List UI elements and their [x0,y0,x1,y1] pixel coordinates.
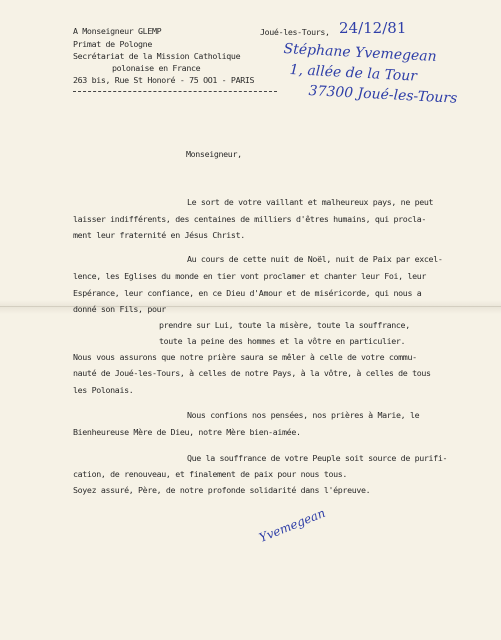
body-line: toute la peine des hommes et la vôtre en particulier. [159,336,406,346]
date: 24/12/81 [339,19,407,37]
sender-line: polonaise en France [112,63,201,73]
body-line: les Polonais. [73,385,134,395]
handwritten-city: 37300 Joué-les-Tours [308,83,458,107]
body-line: Soyez assuré, Père, de notre profonde solidarité dans l'épreuve. [73,485,371,495]
body-line: Que la souffrance de votre Peuple soit source de purifi- [187,453,448,463]
body-line: nauté de Joué-les-Tours, à celles de notre Pays, à la vôtre, à celles de tous [73,368,431,378]
handwritten-name: Stéphane Yvemegean [283,41,438,65]
body-line: prendre sur Lui, toute la misère, toute la souffrance, [159,320,410,330]
place: Joué-les-Tours, [260,27,330,37]
sender-line: 263 bis, Rue St Honoré - 75 OO1 - PARIS [73,75,255,85]
sender-line: Primat de Pologne [73,39,152,49]
sender-line: Secrétariat de la Mission Catholique [73,51,241,61]
body-line: Nous vous assurons que notre prière saura se mêler à celle de votre commu- [73,352,417,362]
body-line: laisser indifférents, des centaines de milliers d'êtres humains, qui procla- [73,214,427,224]
sender-line: A Monseigneur GLEMP [73,26,162,36]
body-line: Au cours de cette nuit de Noël, nuit de Paix par excel- [187,254,443,264]
body-line: ment leur fraternité en Jésus Christ. [73,230,245,240]
signature: Yvemegean [257,505,328,545]
body-line: Nous confions nos pensées, nos prières à Marie, le [187,410,420,420]
body-line: Bienheureuse Mère de Dieu, notre Mère bien-aimée. [73,427,301,437]
salutation: Monseigneur, [186,149,242,159]
body-line: donné son Fils, pour [73,304,166,314]
body-line: Espérance, leur confiance, en ce Dieu d'Amour et de miséricorde, qui nous a [73,288,422,298]
sender-underline [73,91,277,92]
handwritten-street: 1, allée de la Tour [289,62,418,85]
body-line: lence, les Eglises du monde en tier vont proclamer et chanter leur Foi, leur [73,271,427,281]
body-line: cation, de renouveau, et finalement de paix pour nous tous. [73,469,348,479]
body-line: Le sort de votre vaillant et malheureux pays, ne peut [187,197,434,207]
